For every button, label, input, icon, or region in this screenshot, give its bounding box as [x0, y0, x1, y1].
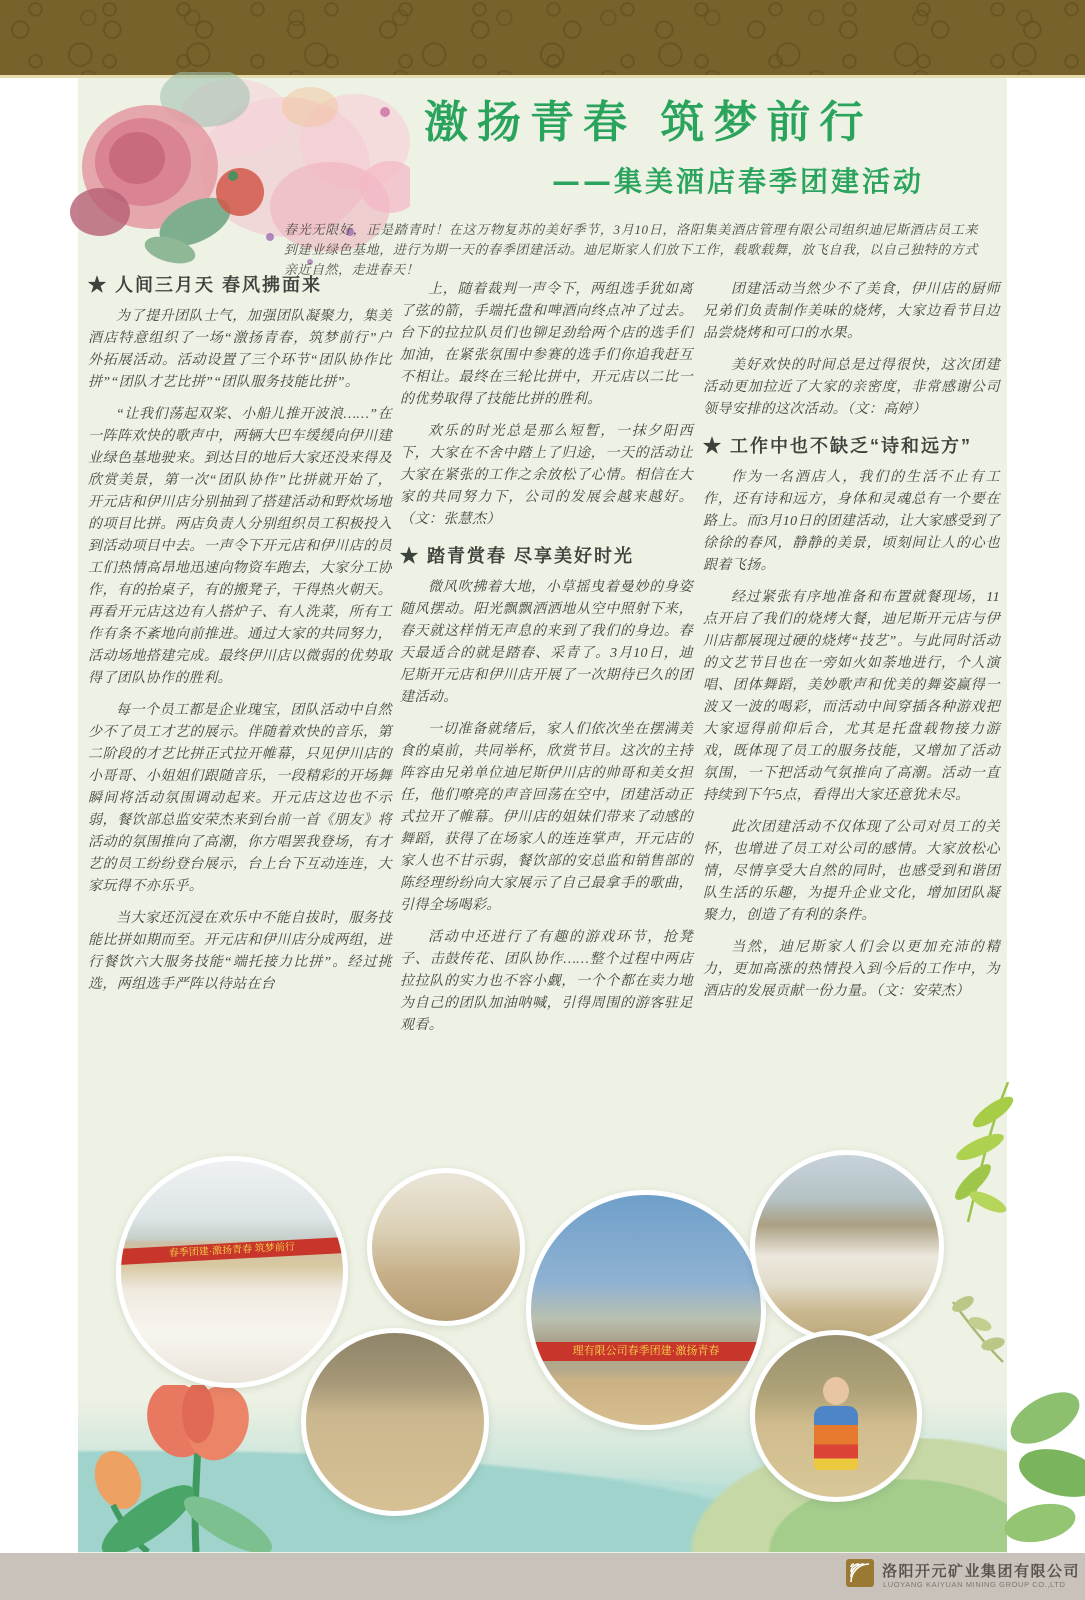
paragraph: 一切准备就绪后，家人们依次坐在摆满美食的桌前，共同举杯，欣赏节目。这次的主持阵容由兄弟单位迪尼斯伊川店的帅哥和美女担任，他们嘹亮的声音回荡在空中，团建活动正式拉开了帷幕。伊川店的姐妹们带来了动感的舞蹈，获得了在场家人的连连掌声，开元店的家人也不甘示弱，餐饮部的安总监和销售部的陈经理纷纷向大家展示了自己最拿手的歌曲，引得全场喝彩。 [400, 722, 693, 913]
photo-singer [750, 1330, 922, 1502]
photo-toasting [367, 1168, 525, 1326]
footer-company-name-en: LUOYANG KAIYUAN MINING GROUP CO.,LTD [883, 1580, 1066, 1589]
paragraph: 作为一名酒店人，我们的生活不止有工作，还有诗和远方，身体和灵魂总有一个要在路上。而3月10日的团建活动，让大家感受到了徐徐的春风，静静的美景，顷刻间让人的心也跟着飞扬。 [703, 470, 1000, 573]
paragraph: 当然，迪尼斯家人们会以更加充沛的精力，更加高涨的热情投入到今后的工作中，为酒店的发展贡献一份力量。（文：安荣杰） [703, 940, 1000, 999]
paragraph: 为了提升团队士气，加强团队凝聚力，集美酒店特意组织了一场“激扬青春，筑梦前行”户外拓展活动。活动设置了三个环节“团队协作比拼”“团队才艺比拼”“团队服务技能比拼”。 [88, 309, 392, 390]
photo-musical-chairs [750, 1150, 944, 1344]
singer-head [823, 1377, 849, 1405]
tulip-flowers-decoration [78, 1385, 288, 1552]
paragraph: 上，随着裁判一声令下，两组选手犹如离了弦的箭，手端托盘和啤酒向终点冲了过去。台下的拉拉队员们也铆足劲给两个店的选手们加油，在紧张氛围中参赛的选手们你追我赶互不相让。最终在三轮比拼中，开元店以二比一的优势取得了技能比拼的胜利。 [400, 282, 693, 407]
column-1 [88, 274, 392, 1006]
photo-banquet-table [116, 1156, 348, 1388]
section-heading: ★ 工作中也不缺乏“诗和远方” [703, 436, 972, 456]
paragraph: 美好欢快的时间总是过得很快，这次团建活动更加拉近了大家的亲密度，非常感谢公司领导安排的这次活动。（文：高婷） [703, 358, 1000, 417]
paragraph: 当大家还沉浸在欢乐中不能自拔时，服务技能比拼如期而至。开元店和伊川店分成两组，进行餐饮六大服务技能“端托接力比拼”。经过挑选，两组选手严阵以待站在台 [88, 911, 392, 992]
intro-paragraph: 春光无限好，正是踏青时！在这万物复苏的美好季节，3月10日，洛阳集美酒店管理有限公司组织迪尼斯酒店员工来到建业绿色基地，进行为期一天的春季团建活动。迪尼斯家人们放下工作，载歌载舞，放飞自我，以自己独特的方式亲近自然，走进春天！ [284, 222, 978, 277]
photo-group-with-banner [526, 1190, 766, 1430]
paragraph: 欢乐的时光总是那么短暂，一抹夕阳西下，大家在不舍中踏上了归途，一天的活动让大家在紧张的工作之余放松了心情。相信在大家的共同努力下，公司的发展会越来越好。（文：张慧杰） [400, 424, 693, 527]
paragraph: 经过紧张有序地准备和布置就餐现场，11点开启了我们的烧烤大餐，迪尼斯开元店与伊川店都展现过硬的烧烤“技艺”。与此同时活动的文艺节目也在一旁如火如荼地进行，个人演唱、团体舞蹈，美妙歌声和优美的舞姿赢得一波又一波的喝彩，而活动中间穿插各种游戏把大家逗得前仰后合，尤其是托盘载物接力游戏，既体现了员工的服务技能，又增加了活动氛围，一下把活动气氛推向了高潮。活动一直持续到下午5点，看得出大家还意犹未尽。 [703, 590, 1000, 803]
photo-dancing [301, 1328, 489, 1516]
section-heading: ★ 人间三月天 春风拂面来 [88, 275, 323, 295]
footer-company-name: 洛阳开元矿业集团有限公司 [882, 1563, 1081, 1580]
column-2 [400, 279, 693, 1047]
red-banner-text: 理有限公司春季团建·激扬青春 [526, 1342, 766, 1361]
column-3 [703, 279, 1000, 1013]
big-leaves-decoration [1000, 1378, 1085, 1552]
page-subtitle: ——集美酒店春季团建活动 [552, 165, 925, 198]
cloud-pattern-band [0, 0, 1085, 78]
paragraph: 团建活动当然少不了美食，伊川店的厨师兄弟们负责制作美味的烧烤，大家边看节目边品尝烧烤和可口的水果。 [703, 282, 1000, 341]
page-title: 激扬青春 筑梦前行 [424, 97, 873, 148]
singer-striped-jacket [814, 1406, 858, 1470]
paragraph: “让我们荡起双桨、小船儿推开波浪……”在一阵阵欢快的歌声中，两辆大巴车缓缓向伊川建业绿色基地驶来。到达目的地后大家还没来得及欣赏美景，第一次“团队协作”比拼就开始了，开元店和伊川店分别抽到了搭建活动和野炊场地的项目比拼。两店负责人分别组织员工积极投入到活动项目中去。一声令下开元店和伊川店的员工们热情高昂地迅速向物资车跑去，大家分工协作，有的抬桌子，有的搬凳子，干得热火朝天。再看开元店这边有人搭炉子、有人洗菜，所有工作有条不紊地向前推进。通过大家的共同努力，活动场地搭建完成。最终伊川店以微弱的优势取得了团队协作的胜利。 [88, 407, 392, 686]
leaf-sprigs-decoration [938, 1082, 1023, 1372]
paragraph: 此次团建活动不仅体现了公司对员工的关怀，也增进了员工对公司的感情。大家放松心情，尽情享受大自然的同时，也感受到和谐团队生活的乐趣，为提升企业文化，增加团队凝聚力，创造了有利的条件。 [703, 820, 1000, 923]
arc-shell-logo-icon [846, 1559, 874, 1587]
paragraph: 活动中还进行了有趣的游戏环节，抢凳子、击鼓传花、团队协作……整个过程中两店拉拉队的实力也不容小觑，一个个都在卖力地为自己的团队加油呐喊，引得周围的游客驻足观看。 [400, 930, 693, 1033]
paragraph: 每一个员工都是企业瑰宝，团队活动中自然少不了员工才艺的展示。伴随着欢快的音乐，第二阶段的才艺比拼正式拉开帷幕，只见伊川店的小哥哥、小姐姐们跟随音乐，一段精彩的开场舞瞬间将活动氛围调动起来。开元店这边也不示弱，餐饮部总监安荣杰来到台前一首《朋友》将活动的氛围推向了高潮，你方唱罢我登场，有才艺的员工纷纷登台展示，台上台下互动连连，大家玩得不亦乐乎。 [88, 703, 392, 894]
paragraph: 微风吹拂着大地，小草摇曳着曼妙的身姿随风摆动。阳光飘飘洒洒地从空中照射下来，春天就这样悄无声息的来到了我们的身边。春天最适合的就是踏春、采青了。3月10日，迪尼斯开元店和伊川店开展了一次期待已久的团建活动。 [400, 580, 693, 705]
section-heading: ★ 踏青赏春 尽享美好时光 [400, 546, 635, 566]
red-banner-text: 春季团建·激扬青春 筑梦前行 [116, 1237, 348, 1266]
